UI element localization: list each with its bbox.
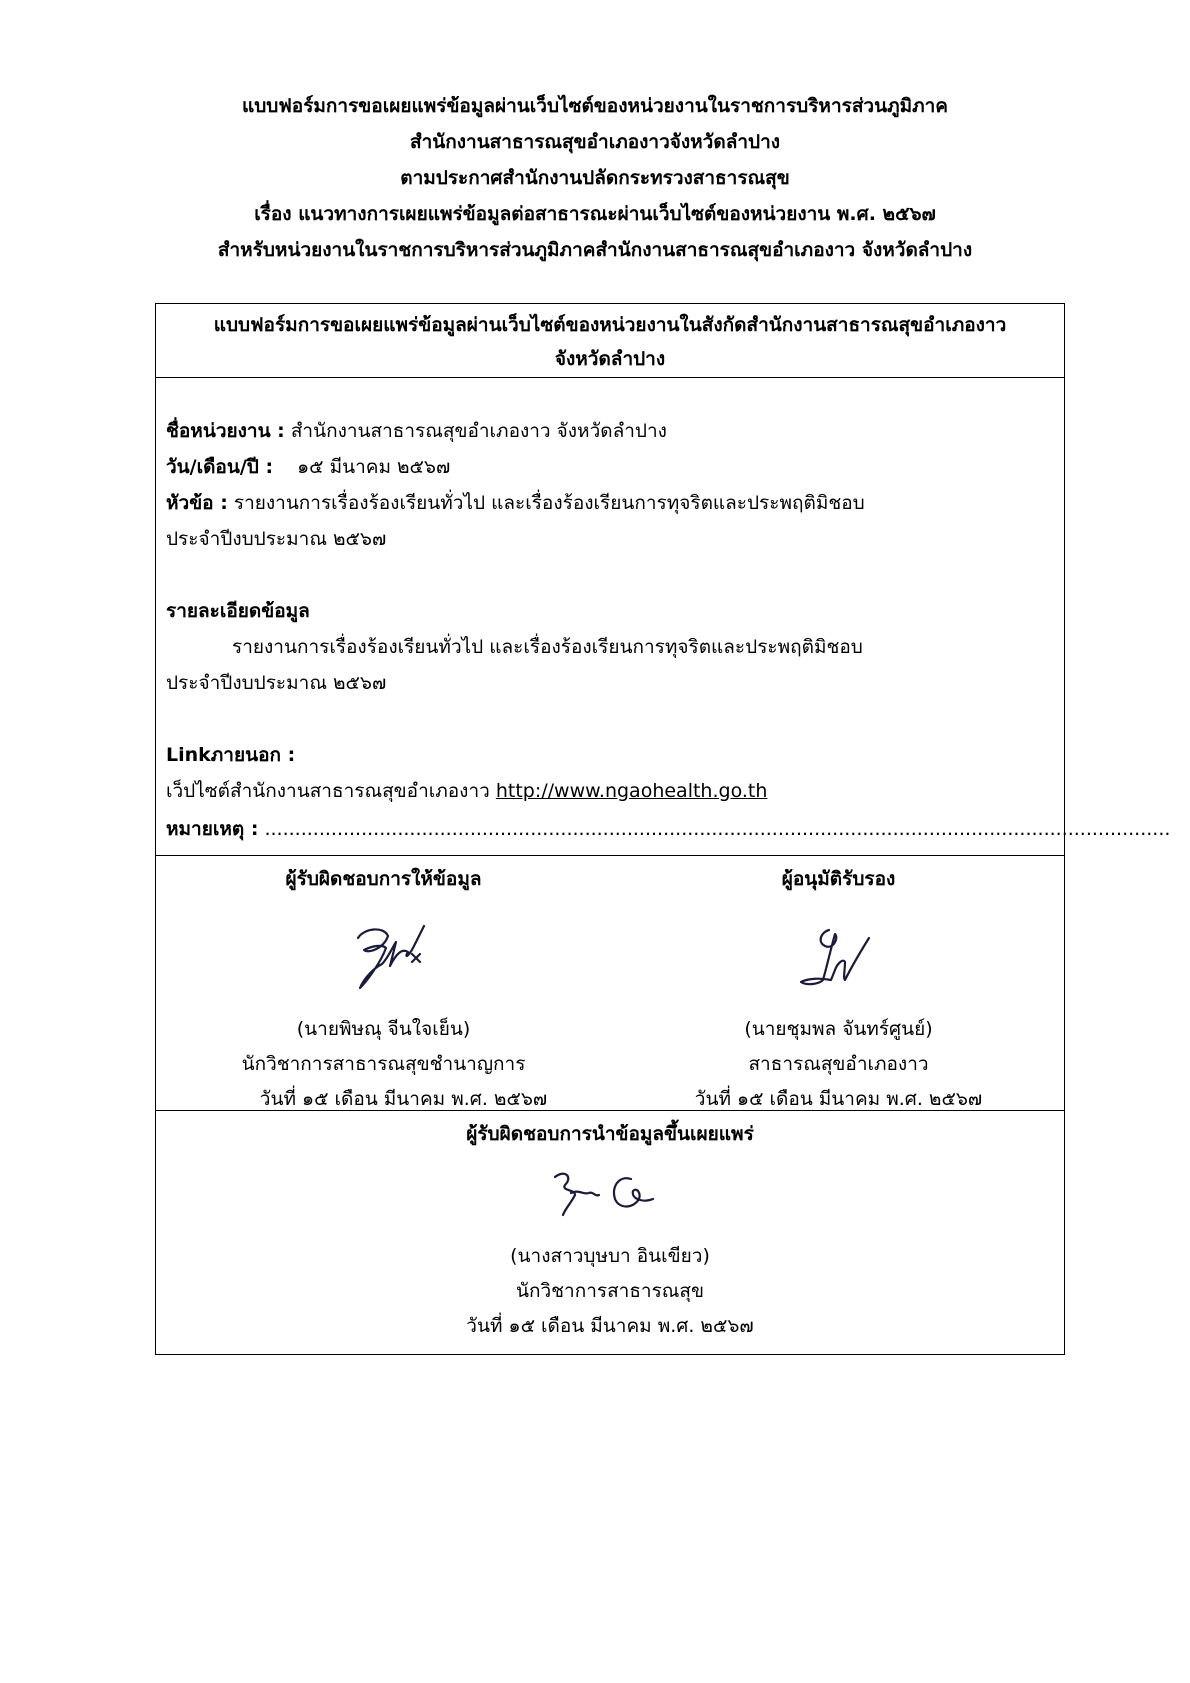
subject-value: รายงานการเรื่องร้องเรียนทั่วไป และเรื่องร้องเรียนการทุจริตและประพฤติมิชอบ	[233, 492, 865, 514]
approver-date: วันที่ ๑๕ เดือน มีนาคม พ.ศ. ๒๕๖๗	[694, 1088, 983, 1110]
approver-signature	[611, 894, 1066, 1012]
responsible-column	[156, 856, 611, 1117]
approver-column	[611, 856, 1066, 1117]
approver-position: สาธารณสุขอำเภองาว	[748, 1053, 929, 1075]
subject-label: หัวข้อ :	[166, 492, 228, 514]
header-line-3: ตามประกาศสำนักงานปลัดกระทรวงสาธารณสุข	[400, 167, 790, 189]
publisher-section	[156, 1111, 1064, 1351]
signature-mark	[324, 908, 444, 998]
responsible-date: วันที่ ๑๕ เดือน มีนาคม พ.ศ. ๒๕๖๗	[259, 1088, 548, 1110]
request-form	[155, 303, 1171, 1355]
publisher-role: ผู้รับผิดชอบการนำข้อมูลขึ้นเผยแพร่	[466, 1123, 754, 1145]
document-header	[0, 88, 1190, 268]
responsible-name: (นายพิษณุ จีนใจเย็น)	[296, 1018, 471, 1040]
signature-section	[156, 856, 1064, 1111]
link-row	[166, 776, 767, 806]
responsible-role: ผู้รับผิดชอบการให้ข้อมูล	[285, 868, 482, 890]
form-info-section	[156, 378, 1171, 856]
approver-name: (นายชุมพล จันทร์ศูนย์)	[744, 1018, 933, 1040]
note-dots: ......................................................................................................................................................	[264, 818, 1171, 840]
responsible-position: นักวิชาการสาธารณสุขชำนาญการ	[241, 1053, 526, 1075]
responsible-signature	[156, 894, 611, 1012]
date-row	[166, 452, 450, 482]
agency-row	[166, 416, 667, 446]
link-prefix: เว็ปไซต์สำนักงานสาธารณสุขอำเภองาว	[166, 780, 490, 802]
agency-label: ชื่อหน่วยงาน :	[166, 420, 285, 442]
date-value: ๑๕ มีนาคม ๒๕๖๗	[297, 456, 451, 478]
form-title	[156, 304, 1064, 378]
note-row	[166, 814, 1170, 844]
header-line-5: สำหรับหน่วยงานในราชการบริหารส่วนภูมิภาคสำนักงานสาธารณสุขอำเภองาว จังหวัดลำปาง	[217, 239, 973, 261]
subject-value-line-2: ประจำปีงบประมาณ ๒๕๖๗	[166, 528, 387, 550]
date-label: วัน/เดือน/ปี :	[166, 456, 274, 478]
signature-mark	[535, 1159, 685, 1229]
detail-label-text: รายละเอียดข้อมูล	[166, 600, 310, 622]
website-link[interactable]: http://www.ngaohealth.go.th	[495, 780, 768, 802]
detail-label	[166, 596, 310, 626]
publisher-name: (นางสาวบุษบา อินเขียว)	[510, 1245, 710, 1267]
publisher-position: นักวิชาการสาธารณสุข	[515, 1280, 705, 1302]
publisher-date: วันที่ ๑๕ เดือน มีนาคม พ.ศ. ๒๕๖๗	[466, 1315, 754, 1337]
form-title-line-1: แบบฟอร์มการขอเผยแพร่ข้อมูลผ่านเว็บไซต์ของหน่วยงานในสังกัดสำนักงานสาธารณสุขอำเภองาว	[213, 314, 1007, 336]
header-line-4: เรื่อง แนวทางการเผยแพร่ข้อมูลต่อสาธารณะผ่านเว็บไซต์ของหน่วยงาน พ.ศ. ๒๕๖๗	[254, 203, 936, 225]
header-line-2: สำนักงานสาธารณสุขอำเภองาวจังหวัดลำปาง	[409, 131, 781, 153]
publisher-signature	[156, 1149, 1064, 1239]
link-label	[166, 740, 295, 770]
form-title-line-2: จังหวัดลำปาง	[554, 348, 666, 370]
header-line-1: แบบฟอร์มการขอเผยแพร่ข้อมูลผ่านเว็บไซต์ของหน่วยงานในราชการบริหารส่วนภูมิภาค	[241, 95, 949, 117]
approver-role: ผู้อนุมัติรับรอง	[781, 868, 896, 890]
agency-value: สำนักงานสาธารณสุขอำเภองาว จังหวัดลำปาง	[290, 420, 667, 442]
subject-row	[166, 488, 865, 518]
detail-value: รายงานการเรื่องร้องเรียนทั่วไป และเรื่องร้องเรียนการทุจริตและประพฤติมิชอบ	[232, 636, 863, 658]
detail-value-line-2: ประจำปีงบประมาณ ๒๕๖๗	[166, 672, 387, 694]
signature-mark	[779, 908, 899, 998]
note-label: หมายเหตุ :	[166, 818, 259, 840]
link-label-text: Linkภายนอก :	[166, 744, 296, 766]
